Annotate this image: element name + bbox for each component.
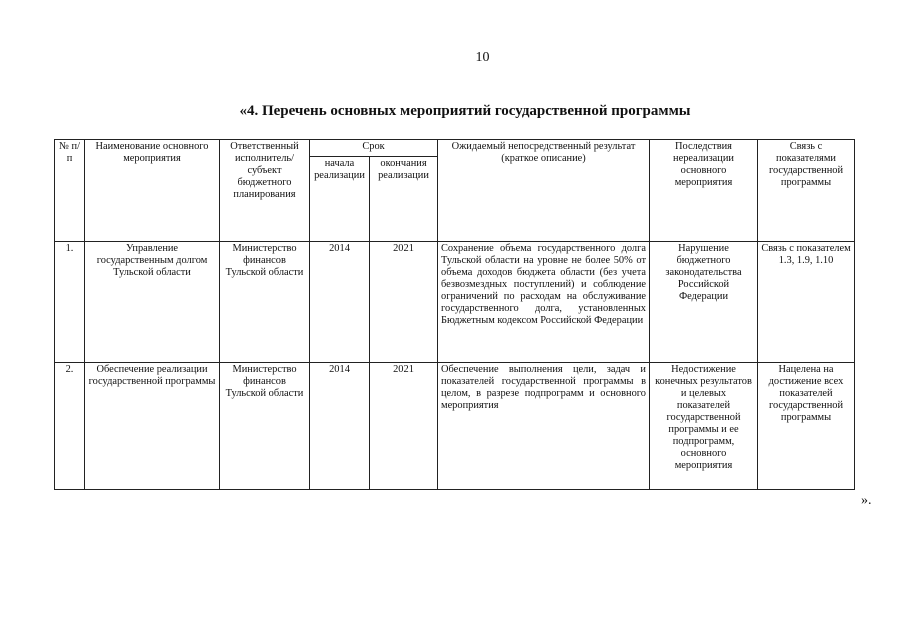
- activity-name: Обеспечение реализации государственной программы: [85, 363, 220, 490]
- row-number: 2.: [55, 363, 85, 490]
- header-term: Срок: [310, 140, 438, 157]
- responsible-executor: Министерство финансов Тульской области: [220, 242, 310, 363]
- header-term-end: окончания реализации: [370, 157, 438, 242]
- table-header-row: [55, 140, 855, 157]
- start-year: 2014: [310, 242, 370, 363]
- header-term-start: начала реализации: [310, 157, 370, 242]
- header-responsible: Ответственный исполнитель/ субъект бюджетного планирования: [220, 140, 310, 242]
- activity-name: Управление государственным долгом Тульской области: [85, 242, 220, 363]
- header-num: № п/п: [55, 140, 85, 242]
- indicator-link: Связь с показателем 1.3, 1.9, 1.10: [758, 242, 855, 363]
- header-name: Наименование основного мероприятия: [85, 140, 220, 242]
- closing-quote: ».: [861, 493, 872, 508]
- non-implementation-consequences: Нарушение бюджетного законодательства Российской Федерации: [650, 242, 758, 363]
- row-number: 1.: [55, 242, 85, 363]
- page-number: 10: [475, 50, 490, 65]
- non-implementation-consequences: Недостижение конечных результатов и целевых показателей государственной программы и ее подпрограмм, основного мероприятия: [650, 363, 758, 490]
- responsible-executor: Министерство финансов Тульской области: [220, 363, 310, 490]
- end-year: 2021: [370, 363, 438, 490]
- start-year: 2014: [310, 363, 370, 490]
- expected-result: Сохранение объема государственного долга Тульской области на уровне не более 50% от объема доходов бюджета области (без учета безвозмездных поступлений) и соблюдение ограничений по расходам на обслуживание государственного долга, установленных Бюджетным кодексом Российской Федерации: [438, 242, 650, 363]
- header-result: Ожидаемый непосредственный результат (краткое описание): [438, 140, 650, 242]
- header-consequences: Последствия нереализации основного мероприятия: [650, 140, 758, 242]
- header-link: Связь с показателями государственной программы: [758, 140, 855, 242]
- activities-table: [54, 139, 855, 490]
- table-row: [55, 242, 855, 363]
- end-year: 2021: [370, 242, 438, 363]
- table-row: [55, 363, 855, 490]
- indicator-link: Нацелена на достижение всех показателей государственной программы: [758, 363, 855, 490]
- section-title: «4. Перечень основных мероприятий государственной программы: [239, 103, 691, 119]
- expected-result: Обеспечение выполнения цели, задач и показателей государственной программы в целом, в разрезе подпрограмм и основного мероприятия: [438, 363, 650, 490]
